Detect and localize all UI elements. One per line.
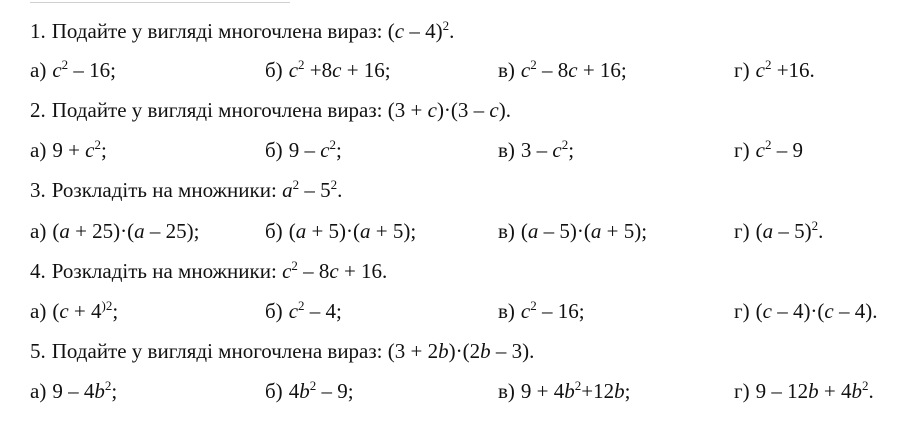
task-2-options — [0, 137, 924, 163]
task-4-prompt: Розкладіть на множники: — [51, 259, 277, 283]
task-4-option-d — [734, 298, 878, 324]
task-3-number: 3. — [30, 178, 46, 202]
option-text: $9 + c^2$; — [52, 137, 107, 162]
task-4-options — [0, 298, 924, 324]
task-4-option-c — [498, 298, 585, 324]
task-2-option-a — [30, 137, 107, 163]
task-5-option-a — [30, 378, 117, 404]
task-2-prompt: Подайте у вигляді многочлена вираз: — [51, 98, 383, 122]
task-2-expression: (3 + c)·(3 – c). — [387, 98, 511, 122]
option-letter: г) — [734, 219, 750, 243]
task-4-question — [30, 258, 387, 284]
task-3-question — [30, 177, 342, 203]
option-text: $c^2 - 9$ — [755, 137, 803, 162]
task-1-option-d — [734, 57, 815, 83]
option-text: (a – 5)·(a + 5); — [520, 219, 648, 243]
task-3-option-d — [734, 218, 823, 244]
option-letter: в) — [498, 299, 515, 323]
option-text: $c^2 +8c + 16$; — [288, 57, 391, 82]
option-text: (a + 5)·(a + 5); — [288, 219, 417, 243]
task-5-options — [0, 378, 924, 404]
task-5-expression: (3 + 2b)·(2b – 3). — [387, 339, 535, 363]
task-2-number: 2. — [30, 98, 46, 122]
option-letter: в) — [498, 379, 515, 403]
task-1-options — [0, 57, 924, 83]
option-text: (c – 4)·(c – 4). — [755, 299, 878, 323]
option-text: $c^2 +16$. — [755, 57, 815, 82]
option-letter: б) — [265, 138, 283, 162]
option-letter: г) — [734, 379, 750, 403]
task-1-option-a — [30, 57, 116, 83]
task-5-option-b — [265, 378, 354, 404]
task-4-option-b — [265, 298, 342, 324]
option-text: (a + 25)·(a – 25); — [52, 219, 200, 243]
task-3-expression: $a^2 - 5^2$. — [282, 177, 343, 202]
option-text: $9 - 12b + 4b^2$. — [755, 378, 874, 403]
task-2-question — [30, 97, 511, 123]
task-5-prompt: Подайте у вигляді многочлена вираз: — [51, 339, 383, 363]
task-1-number: 1. — [30, 19, 46, 43]
option-text: $9 - 4b^2$; — [52, 378, 118, 403]
task-5-option-c — [498, 378, 630, 404]
task-3-option-c — [498, 218, 647, 244]
option-letter: в) — [498, 219, 515, 243]
task-2-option-c — [498, 137, 574, 163]
option-text: $c^2 - 8c + 16$; — [520, 57, 627, 82]
option-text: $9 + 4b^2+12b$; — [520, 378, 631, 403]
option-letter: г) — [734, 299, 750, 323]
option-letter: б) — [265, 379, 283, 403]
option-letter: в) — [498, 138, 515, 162]
task-1-question — [30, 18, 454, 44]
task-5-option-d — [734, 378, 874, 404]
task-3-option-a — [30, 218, 199, 244]
option-letter: а) — [30, 299, 47, 323]
cropped-heading-edge — [30, 0, 290, 3]
task-3-prompt: Розкладіть на множники: — [51, 178, 277, 202]
task-3-options — [0, 218, 924, 244]
task-1-expression: (c – 4)$^2$. — [387, 18, 455, 43]
task-2-option-d — [734, 137, 803, 163]
option-letter: а) — [30, 58, 47, 82]
option-text: $3 - c^2$; — [520, 137, 575, 162]
option-letter: а) — [30, 379, 47, 403]
option-letter: б) — [265, 299, 283, 323]
option-letter: в) — [498, 58, 515, 82]
option-letter: г) — [734, 138, 750, 162]
option-text: $c^2 - 16$; — [520, 298, 585, 323]
option-letter: б) — [265, 219, 283, 243]
option-text: $c^2 - 4$; — [288, 298, 342, 323]
option-text: $c^2 - 16$; — [52, 57, 116, 82]
task-5-number: 5. — [30, 339, 46, 363]
option-text: (a – 5)$^2$. — [755, 218, 824, 243]
task-2-option-b — [265, 137, 342, 163]
task-4-expression: $c^2 - 8c + 16$. — [282, 258, 388, 283]
task-1-prompt: Подайте у вигляді многочлена вираз: — [51, 19, 383, 43]
task-5-question — [30, 338, 534, 364]
task-4-option-a — [30, 298, 118, 324]
task-4-number: 4. — [30, 259, 46, 283]
option-letter: б) — [265, 58, 283, 82]
option-letter: а) — [30, 138, 47, 162]
option-letter: а) — [30, 219, 47, 243]
task-1-option-c — [498, 57, 627, 83]
option-text: $4b^2 - 9$; — [288, 378, 354, 403]
option-letter: г) — [734, 58, 750, 82]
option-text: ($c + 4^{)2}$; — [52, 298, 119, 323]
task-3-option-b — [265, 218, 416, 244]
option-text: $9 - c^2$; — [288, 137, 342, 162]
task-1-option-b — [265, 57, 391, 83]
